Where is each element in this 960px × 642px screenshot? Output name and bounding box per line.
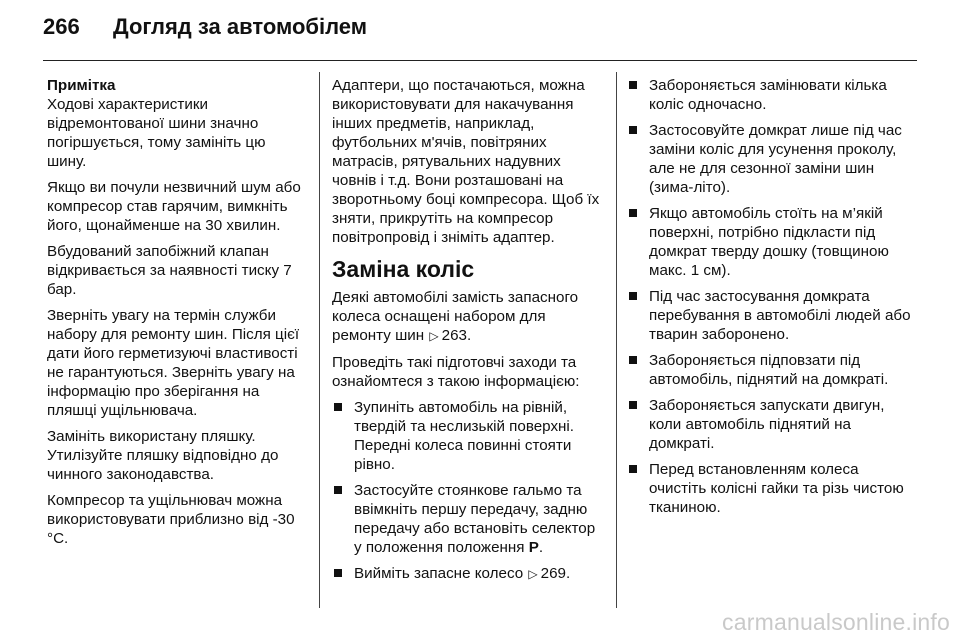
square-bullet-icon — [334, 486, 342, 494]
paragraph: Адаптери, що постачаються, можна використовувати для накачування інших предметів, наприклад, футбольних м'ячів, повітряних матрасів, рятувальних надувних човнів і т.д. Вони розташовані на зворотньому боці компресора. Щоб їх зняти, прикрутіть на компресор повітропровід і зніміть адаптер. — [332, 77, 600, 246]
bullet-list — [332, 398, 606, 584]
page-reference-link[interactable]: 269. — [540, 565, 571, 582]
square-bullet-icon — [629, 81, 637, 89]
gear-position-label: P — [528, 539, 539, 556]
paragraph — [332, 288, 606, 346]
watermark: carmanualsonline.info — [722, 609, 950, 635]
list-item — [332, 398, 606, 474]
square-bullet-icon — [629, 209, 637, 217]
square-bullet-icon — [334, 569, 342, 577]
paragraph: Зверніть увагу на термін служби набору для ремонту шин. Після цієї дати його герметизуючі властивості не гарантуються. Зверніть увагу на інформацію про зберігання на пляшці ущільнювача. — [47, 307, 300, 419]
column-divider-2 — [616, 72, 617, 608]
cross-reference-arrow-icon: ▷ — [528, 567, 538, 581]
list-item-text: Застосуйте стоянкове гальмо та ввімкніть першу передачу, задню передачу або встановіть селектор у положення положення — [354, 482, 596, 556]
list-item — [627, 204, 917, 280]
list-item — [627, 76, 917, 114]
header-divider — [43, 60, 917, 61]
page-reference-link[interactable]: 263. — [441, 327, 472, 344]
list-item-text: Застосовуйте домкрат лише під час заміни коліс для усунення проколу, але не для сезонної заміни шин (зима-літо). — [649, 122, 902, 196]
list-item — [627, 287, 917, 344]
square-bullet-icon — [629, 292, 637, 300]
paragraph: Ходові характеристики відремонтованої шини значно погіршується, тому замініть цю шину. — [47, 96, 266, 170]
square-bullet-icon — [629, 126, 637, 134]
page-number: 266 — [43, 14, 80, 39]
list-item — [332, 564, 606, 584]
list-item-text: Зупиніть автомобіль на рівній, твердій та неслизькій поверхні. Передні колеса повинні стояти рівно. — [354, 399, 575, 473]
column-divider-1 — [319, 72, 320, 608]
column-3 — [627, 76, 917, 524]
list-item-text: Забороняється замінювати кілька коліс одночасно. — [649, 77, 887, 113]
square-bullet-icon — [629, 465, 637, 473]
paragraph-text: Деякі автомобілі замість запасного колеса оснащені набором для ремонту шин — [332, 289, 579, 344]
paragraph: Вбудований запобіжний клапан відкривається за наявності тиску 7 бар. — [47, 243, 292, 298]
square-bullet-icon — [629, 356, 637, 364]
cross-reference-arrow-icon: ▷ — [429, 329, 439, 343]
list-item — [627, 121, 917, 197]
list-item-text: Забороняється підповзати під автомобіль, піднятий на домкраті. — [649, 352, 889, 388]
list-item — [332, 481, 606, 557]
column-2 — [332, 76, 606, 591]
column-1 — [47, 76, 309, 555]
note-title: Примітка — [47, 77, 116, 94]
list-item-text: Якщо автомобіль стоїть на м’якій поверхні, потрібно підкласти під домкрат тверду дошку (товщиною макс. 1 см). — [649, 205, 889, 279]
list-item-text: Вийміть запасне колесо — [354, 565, 524, 582]
list-item — [627, 396, 917, 453]
list-item-text: Перед встановленням колеса очистіть колісні гайки та різь чистою тканиною. — [649, 461, 904, 516]
bullet-list — [627, 76, 917, 517]
page-header — [43, 14, 367, 48]
paragraph: Компресор та ущільнювач можна використовувати приблизно від -30 °C. — [47, 492, 295, 547]
paragraph: Замініть використану пляшку. Утилізуйте пляшку відповідно до чинного законодавства. — [47, 428, 279, 483]
page-title: Догляд за автомобілем — [113, 14, 368, 39]
square-bullet-icon — [629, 401, 637, 409]
paragraph: Якщо ви почули незвичний шум або компресор став гарячим, вимкніть його, щонайменше на 30 хвилин. — [47, 179, 301, 234]
list-item-text: Під час застосування домкрата перебування в автомобілі людей або тварин заборонено. — [649, 288, 911, 343]
section-heading: Заміна коліс — [332, 256, 475, 282]
list-item — [627, 460, 917, 517]
paragraph: Проведіть такі підготовчі заходи та ознайомтеся з такою інформацією: — [332, 354, 580, 390]
square-bullet-icon — [334, 403, 342, 411]
punctuation: . — [538, 539, 544, 556]
list-item-text: Забороняється запускати двигун, коли автомобіль піднятий на домкраті. — [649, 397, 885, 452]
list-item — [627, 351, 917, 389]
